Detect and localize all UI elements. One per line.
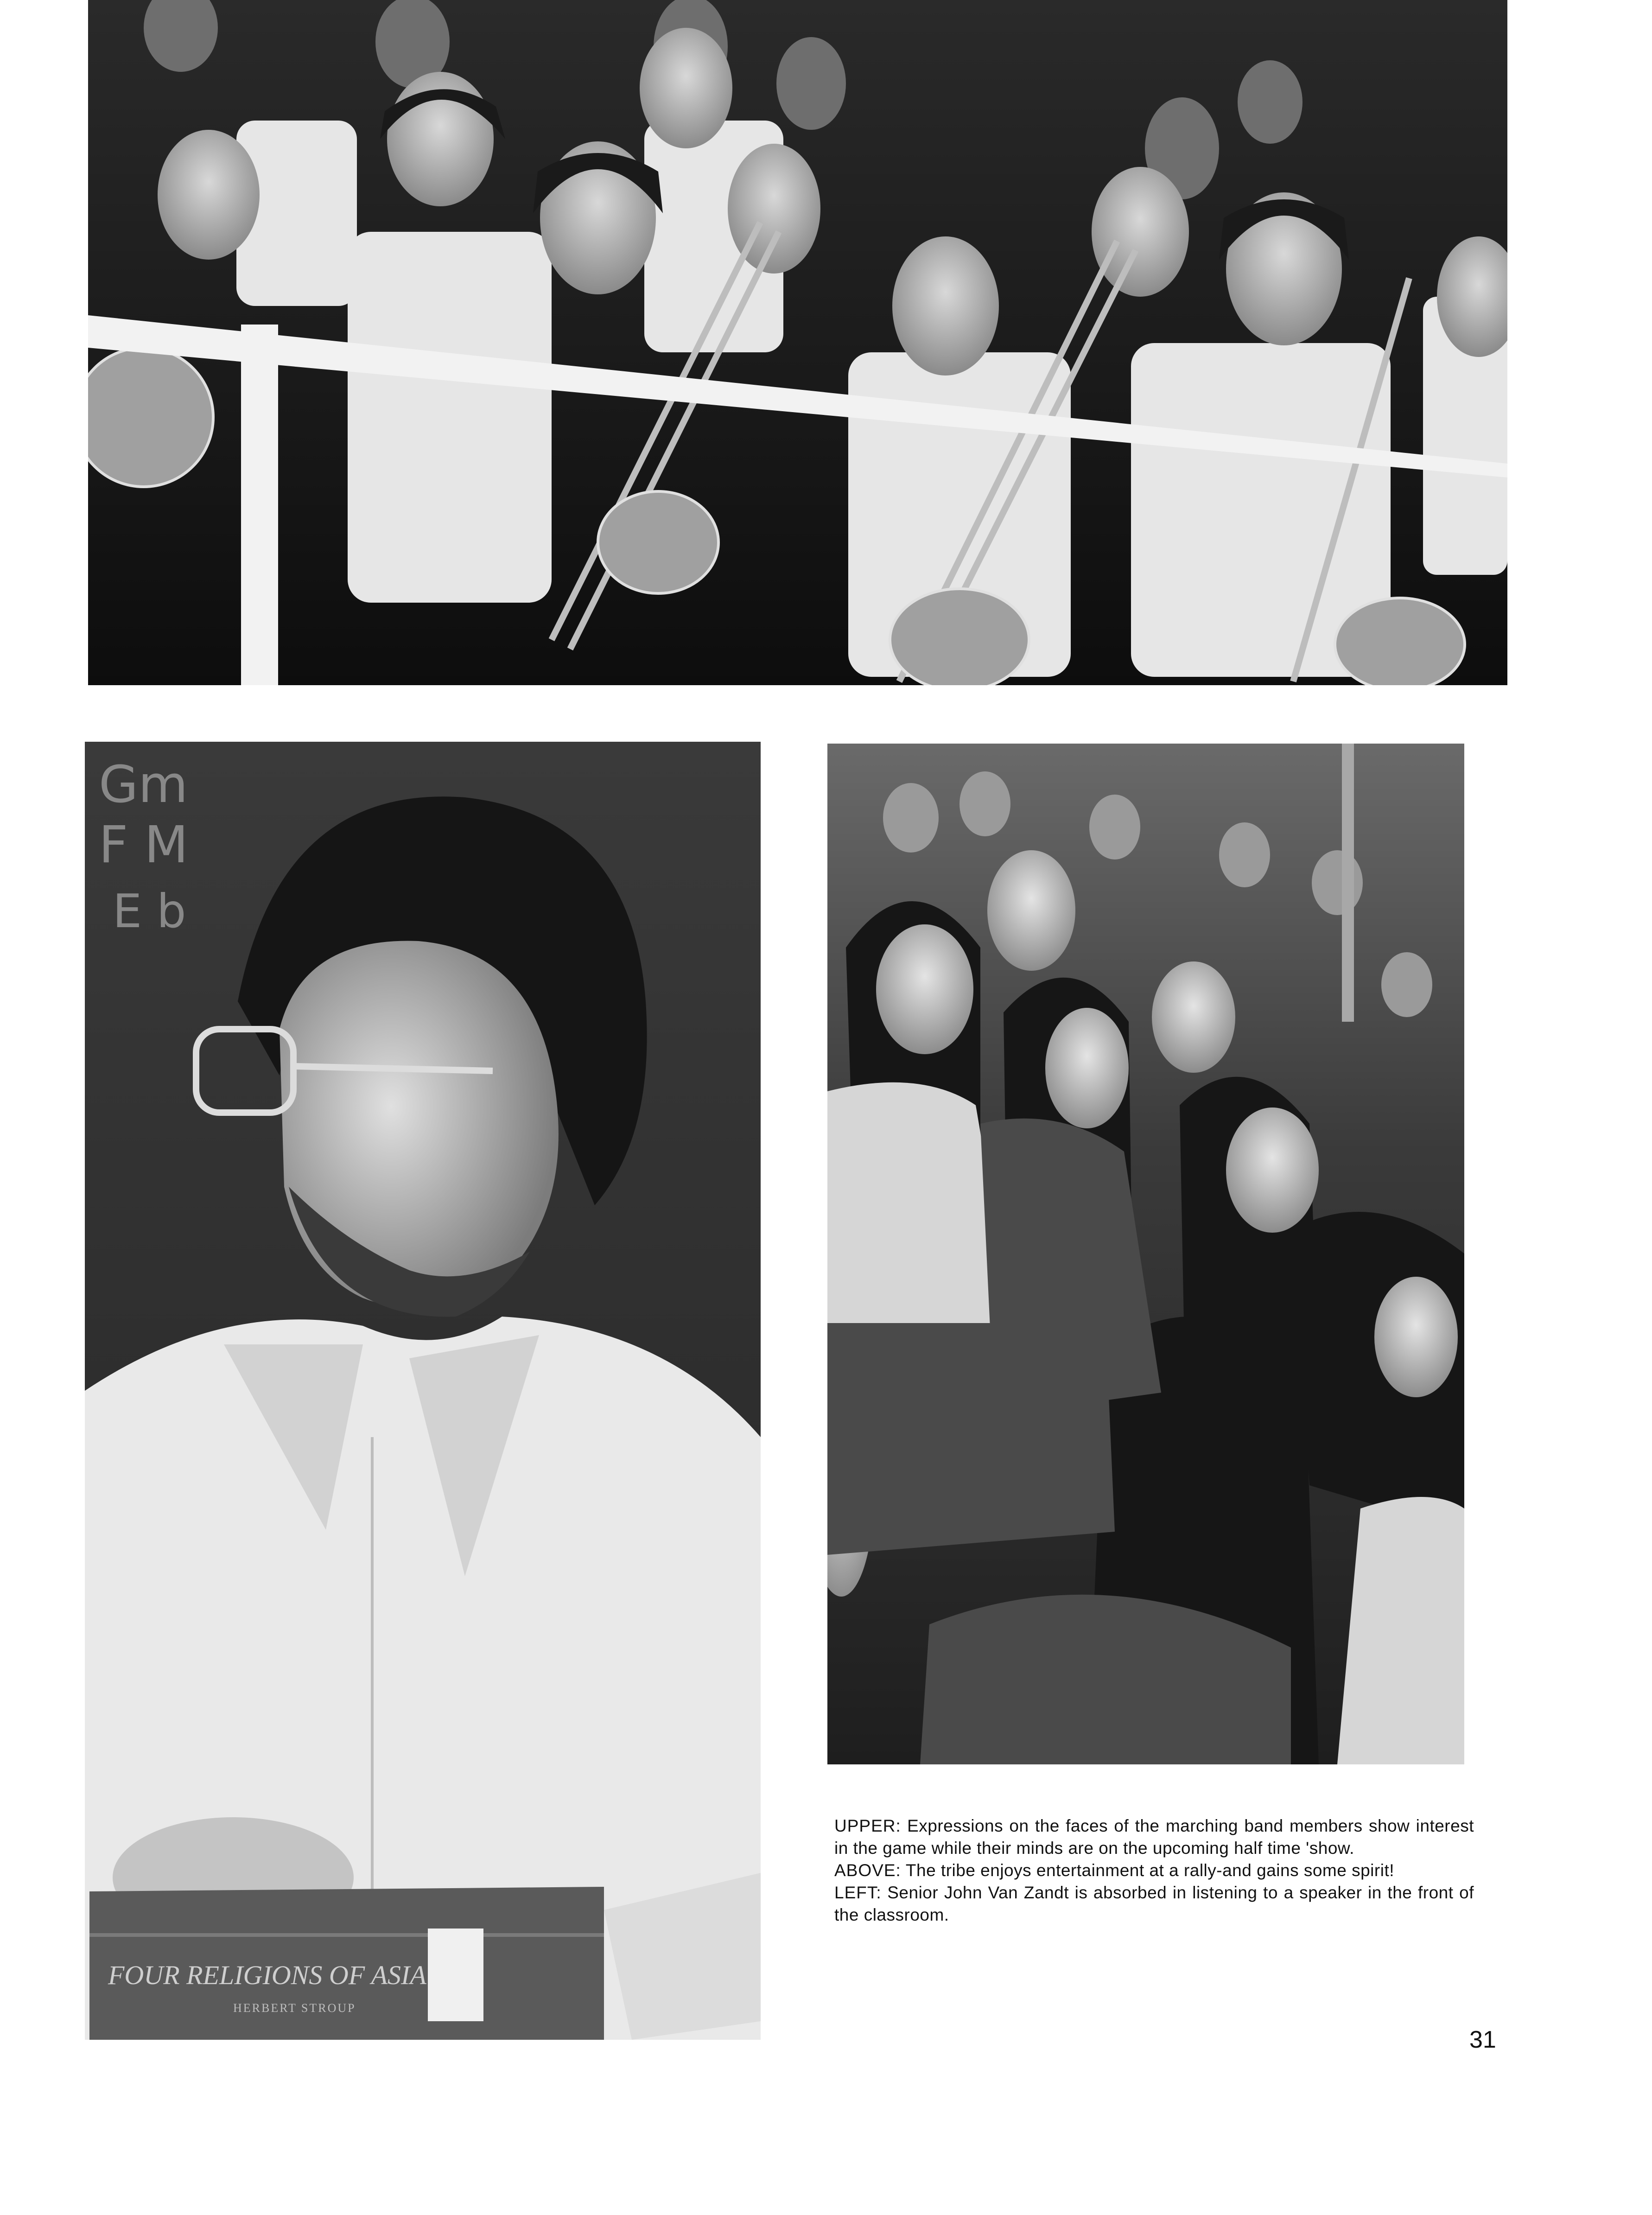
svg-text:F M: F M <box>99 815 189 874</box>
rally-photo <box>827 744 1464 1764</box>
caption-left-label: LEFT: <box>834 1883 882 1902</box>
student-photo <box>85 742 761 2040</box>
caption-above <box>834 1859 1474 1882</box>
band-photo-image <box>88 0 1507 685</box>
caption-upper <box>834 1815 1474 1859</box>
caption-upper-label: UPPER: <box>834 1816 901 1835</box>
photo-caption <box>834 1815 1474 1926</box>
svg-text:E b: E b <box>113 884 186 938</box>
band-photo <box>88 0 1507 685</box>
student-photo-image <box>85 742 761 2040</box>
svg-text:Gm: Gm <box>99 755 188 814</box>
caption-above-label: ABOVE: <box>834 1861 901 1880</box>
caption-left-text: Senior John Van Zandt is absorbed in listening to a speaker in the front of the classroom. <box>834 1883 1474 1924</box>
book-title: FOUR RELIGIONS OF ASIA <box>108 1960 426 1990</box>
book <box>89 1887 604 2040</box>
caption-above-text: The tribe enjoys entertainment at a rally-and gains some spirit! <box>901 1861 1394 1880</box>
book-author: HERBERT STROUP <box>233 2001 356 2015</box>
page-number: 31 <box>1469 2026 1496 2053</box>
caption-left <box>834 1882 1474 1926</box>
caption-upper-text: Expressions on the faces of the marching band members show interest in the game while their minds are on the upcoming half time 'show. <box>834 1816 1474 1858</box>
rally-photo-image <box>827 744 1464 1764</box>
